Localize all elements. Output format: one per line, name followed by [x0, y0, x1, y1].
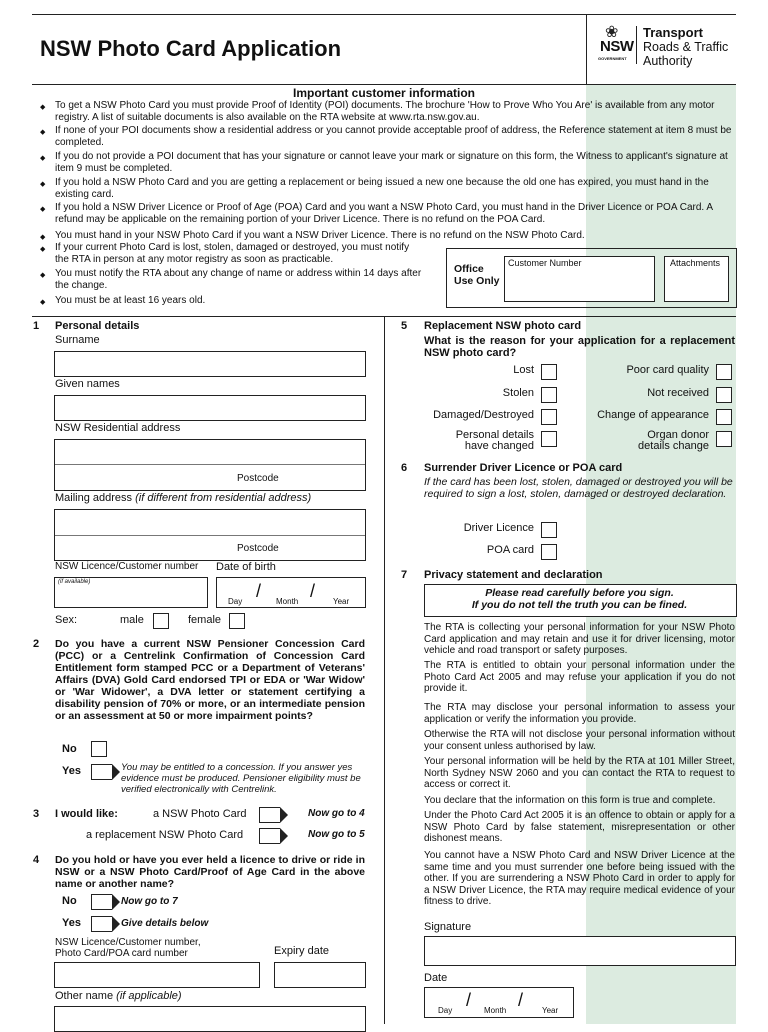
residential-address-input[interactable]	[54, 439, 366, 491]
mailing-divider	[55, 535, 365, 536]
rta-logo-text	[643, 26, 728, 68]
section-7-number: 7	[401, 569, 408, 581]
section-4-number: 4	[33, 854, 40, 866]
reason-not-received-checkbox[interactable]	[716, 387, 732, 403]
option-replacement-label: a replacement NSW Photo Card	[86, 829, 244, 841]
postcode-label: Postcode	[237, 473, 279, 484]
licence-yes-label: Yes	[62, 917, 81, 929]
bullet-icon: ◆	[40, 104, 46, 111]
waratah-logo-icon: ❀	[605, 24, 619, 41]
warning-line-1: Please read carefully before you sign.	[485, 587, 674, 599]
bullet-icon: ◆	[40, 181, 46, 188]
section-7-heading: Privacy statement and declaration	[424, 569, 603, 581]
pension-yes-checkbox[interactable]	[91, 764, 112, 780]
info-bullet: If your current Photo Card is lost, stolen, damaged or destroyed, you must notify the RTA in person at any motor registry as soon as practicable.	[55, 242, 410, 265]
reason-damaged-checkbox[interactable]	[541, 409, 557, 425]
licence-yes-note: Give details below	[121, 918, 209, 929]
top-rule	[32, 14, 736, 15]
licence-no-checkbox[interactable]	[91, 894, 112, 910]
reason-organ-label	[590, 430, 709, 451]
section-3-heading: I would like:	[55, 808, 118, 820]
page-title: NSW Photo Card Application	[40, 36, 342, 61]
reason-appearance-label: Change of appearance	[597, 409, 709, 421]
address-divider	[55, 464, 365, 465]
section-5-heading: Replacement NSW photo card	[424, 320, 582, 332]
reason-personal-label	[414, 430, 534, 451]
surrender-driver-label: Driver Licence	[463, 522, 534, 534]
bullet-icon: ◆	[40, 206, 46, 213]
sig-date-slash: /	[466, 990, 472, 1010]
postcode-label-2: Postcode	[237, 543, 279, 554]
info-bullet: You must hand in your NSW Photo Card if you want a NSW Driver Licence. There is no refund on the NSW Photo Card.	[55, 230, 585, 241]
dob-month-label: Month	[276, 597, 299, 606]
section-4-question: Do you hold or have you ever held a licence to drive or ride in NSW or a NSW Photo Card/Proof of Age Card in the above name or another name?	[55, 854, 365, 890]
section-6-heading: Surrender Driver Licence or POA card	[424, 462, 623, 474]
bullet-icon: ◆	[40, 234, 46, 241]
reason-damaged-label: Damaged/Destroyed	[433, 409, 534, 421]
option-replacement-goto: Now go to 5	[308, 829, 365, 840]
section-1-heading: Personal details	[55, 320, 140, 332]
section-1-number: 1	[33, 320, 40, 332]
reason-personal-line-2: have changed	[464, 439, 534, 452]
mailing-note: (if different from residential address)	[135, 492, 312, 504]
reason-stolen-label: Stolen	[502, 387, 534, 399]
dob-day-label: Day	[228, 597, 243, 606]
privacy-paragraph: The RTA may disclose your personal information to assess your application or verify the information you provide.	[424, 702, 735, 725]
option-new-card-checkbox[interactable]	[259, 807, 280, 823]
info-bullet: To get a NSW Photo Card you must provide Proof of Identity (POI) documents. The brochure 'How to Prove Who You Are' is available from any motor registry. A list of suitable documents is also available on the RTA website at www.rta.nsw.gov.au.	[55, 100, 715, 123]
licence-no-label: No	[62, 895, 77, 907]
sig-month-label: Month	[484, 1006, 507, 1015]
option-new-card-goto: Now go to 4	[308, 808, 365, 819]
government-label: GOVERNMENT	[598, 56, 627, 61]
reason-personal-checkbox[interactable]	[541, 431, 557, 447]
info-heading: Important customer information	[292, 86, 475, 100]
header-rule	[32, 84, 736, 85]
bullet-icon: ◆	[40, 299, 46, 306]
male-checkbox[interactable]	[153, 613, 169, 629]
customer-number-label: Customer Number	[508, 258, 582, 268]
reason-stolen-checkbox[interactable]	[541, 387, 557, 403]
info-bullet: You must notify the RTA about any change of name or address within 14 days after the change.	[55, 268, 422, 291]
dob-slash: /	[256, 581, 262, 601]
privacy-paragraph: Under the Photo Card Act 2005 it is an offence to obtain or apply for a NSW Photo Card by false statement, misrepresentation or other dishonest means.	[424, 810, 735, 845]
nsw-logo: NSW	[600, 38, 634, 55]
info-bullet: You must be at least 16 years old.	[55, 295, 206, 306]
sig-date-slash: /	[518, 990, 524, 1010]
logo-divider	[586, 14, 587, 84]
dob-label: Date of birth	[216, 561, 276, 573]
surname-input[interactable]	[54, 351, 366, 377]
female-checkbox[interactable]	[229, 613, 245, 629]
pension-yes-note: You may be entitled to a concession. If you answer yes evidence must be produced. Pensioner eligibility must be verified electronically with Centrelink.	[121, 762, 361, 795]
info-bullet: If you do not provide a POI document that has your signature or cannot leave your mark or signature on this form, the Witness to applicant's signature at item 9 must be completed.	[55, 151, 728, 174]
dob-slash: /	[310, 581, 316, 601]
bullet-icon: ◆	[40, 246, 46, 253]
sig-day-label: Day	[438, 1006, 453, 1015]
privacy-paragraph: You cannot have a NSW Photo Card and NSW Driver Licence at the same time and you must surrender one before being issued with the other. If you are surrendering a NSW Photo Card in order to apply for a NSW Driver Licence, the RTA may require medical evidence of your fitness to drive.	[424, 850, 735, 908]
expiry-date-input[interactable]	[274, 962, 366, 988]
logo-line-1: Transport	[643, 25, 703, 40]
pension-no-label: No	[62, 743, 77, 755]
option-replacement-checkbox[interactable]	[259, 828, 280, 844]
column-divider	[384, 316, 385, 1024]
bullet-icon: ◆	[40, 129, 46, 136]
logo-line-2: Roads & Traffic	[643, 40, 729, 54]
reason-poor-quality-checkbox[interactable]	[716, 364, 732, 380]
licence-details-label	[55, 937, 201, 959]
pension-yes-label: Yes	[62, 765, 81, 777]
info-bullet: If you hold a NSW Driver Licence or Proof of Age (POA) Card and you want a NSW Photo Card, you must hand in the Driver Licence or POA Card. A refund may be applicable on the remaining portion of your Driver Licence. There is no refund on the POA Card.	[55, 202, 713, 225]
licence-yes-checkbox[interactable]	[91, 916, 112, 932]
section-3-number: 3	[33, 808, 40, 820]
section-5-question: What is the reason for your application for a replacement NSW photo card?	[424, 335, 735, 359]
mailing-label-text: Mailing address	[55, 492, 133, 504]
surrender-poa-label: POA card	[486, 544, 534, 556]
warning-text	[424, 587, 735, 611]
licence-no-goto: Now go to 7	[121, 896, 178, 907]
date-label: Date	[424, 972, 448, 984]
reason-appearance-checkbox[interactable]	[716, 409, 732, 425]
warning-line-2: If you do not tell the truth you can be fined.	[471, 599, 688, 611]
dob-year-label: Year	[333, 597, 350, 606]
given-names-label: Given names	[55, 378, 120, 390]
reason-organ-line-2: details change	[638, 439, 709, 452]
attachments-label: Attachments	[670, 258, 721, 268]
signature-label: Signature	[424, 921, 472, 933]
surrender-driver-checkbox[interactable]	[541, 522, 557, 538]
section-2-number: 2	[33, 638, 40, 650]
bullet-icon: ◆	[40, 155, 46, 162]
reason-organ-line-1: Organ donor	[647, 429, 709, 441]
info-bullet: If you hold a NSW Photo Card and you are getting a replacement or being issued a new one because the old one has expired, you must hand in the existing card.	[55, 177, 709, 200]
section-5-number: 5	[401, 320, 408, 332]
male-label: male	[120, 614, 144, 626]
mailing-address-label	[55, 492, 311, 504]
expiry-date-label: Expiry date	[274, 945, 330, 957]
reason-not-received-label: Not received	[647, 387, 709, 399]
licence-number-label: NSW Licence/Customer number	[55, 561, 199, 572]
if-available-note: (if available)	[58, 579, 91, 585]
section-6-note: If the card has been lost, stolen, damaged or destroyed you will be required to sign a lost, stolen, damaged or destroyed declaration.	[424, 476, 733, 500]
section-2-question: Do you have a current NSW Pensioner Concession Card (PCC) or a Centrelink Confirmation of Concession Card Entitlement form stamped PCC or a Department of Veterans' Affairs (DVA) Gold Card endorsed TPI or EDA or 'War Widow' or 'War Widower', a DVA letter or statement certifying a disability pension of 70% or more, or an intermediate pension or an assessment at 50 or more impairment points?	[55, 638, 365, 722]
bullet-icon: ◆	[40, 272, 46, 279]
surname-label: Surname	[55, 334, 100, 346]
section-6-number: 6	[401, 462, 408, 474]
reason-lost-label: Lost	[513, 364, 534, 376]
reason-personal-line-1: Personal details	[455, 429, 534, 441]
logo-separator	[636, 26, 637, 64]
signature-input[interactable]	[424, 936, 736, 966]
privacy-paragraph: The RTA is entitled to obtain your personal information under the Photo Card Act 2005 and may refuse your application if you do not provide it.	[424, 660, 735, 695]
privacy-paragraph: Otherwise the RTA will not disclose your personal information without your consent unless authorised by law.	[424, 729, 735, 752]
pension-no-checkbox[interactable]	[91, 741, 107, 757]
sig-year-label: Year	[542, 1006, 559, 1015]
residential-address-label: NSW Residential address	[55, 422, 181, 434]
sex-label: Sex:	[55, 614, 78, 626]
reason-lost-checkbox[interactable]	[541, 364, 557, 380]
female-label: female	[188, 614, 222, 626]
licence-details-line-1: NSW Licence/Customer number,	[55, 937, 201, 948]
licence-details-input[interactable]	[54, 962, 260, 988]
reason-poor-quality-label: Poor card quality	[626, 364, 709, 376]
other-name-text: Other name	[55, 990, 114, 1002]
other-name-input[interactable]	[54, 1006, 366, 1032]
privacy-paragraph: The RTA is collecting your personal information for your NSW Photo Card application and may retain and use it for driver licensing, motor vehicle and road transport or safety purposes.	[424, 622, 735, 657]
option-new-card-label: a NSW Photo Card	[153, 808, 247, 820]
reason-organ-checkbox[interactable]	[716, 431, 732, 447]
given-names-input[interactable]	[54, 395, 366, 421]
licence-details-line-2: Photo Card/POA card number	[55, 948, 188, 959]
office-use-label: Office Use Only	[454, 263, 500, 287]
other-name-label	[55, 990, 182, 1002]
other-name-note: (if applicable)	[116, 990, 182, 1002]
privacy-paragraph: Your personal information will be held by the RTA at 101 Miller Street, North Sydney NSW 2060 and you can contact the RTA to request to access or correct it.	[424, 756, 735, 791]
privacy-paragraph: You declare that the information on this form is true and complete.	[424, 795, 716, 806]
logo-line-3: Authority	[643, 54, 693, 68]
surrender-poa-checkbox[interactable]	[541, 544, 557, 560]
info-bullet: If none of your POI documents show a residential address or you cannot provide acceptable proof of address, the Reference statement at item 8 must be completed.	[55, 125, 732, 148]
